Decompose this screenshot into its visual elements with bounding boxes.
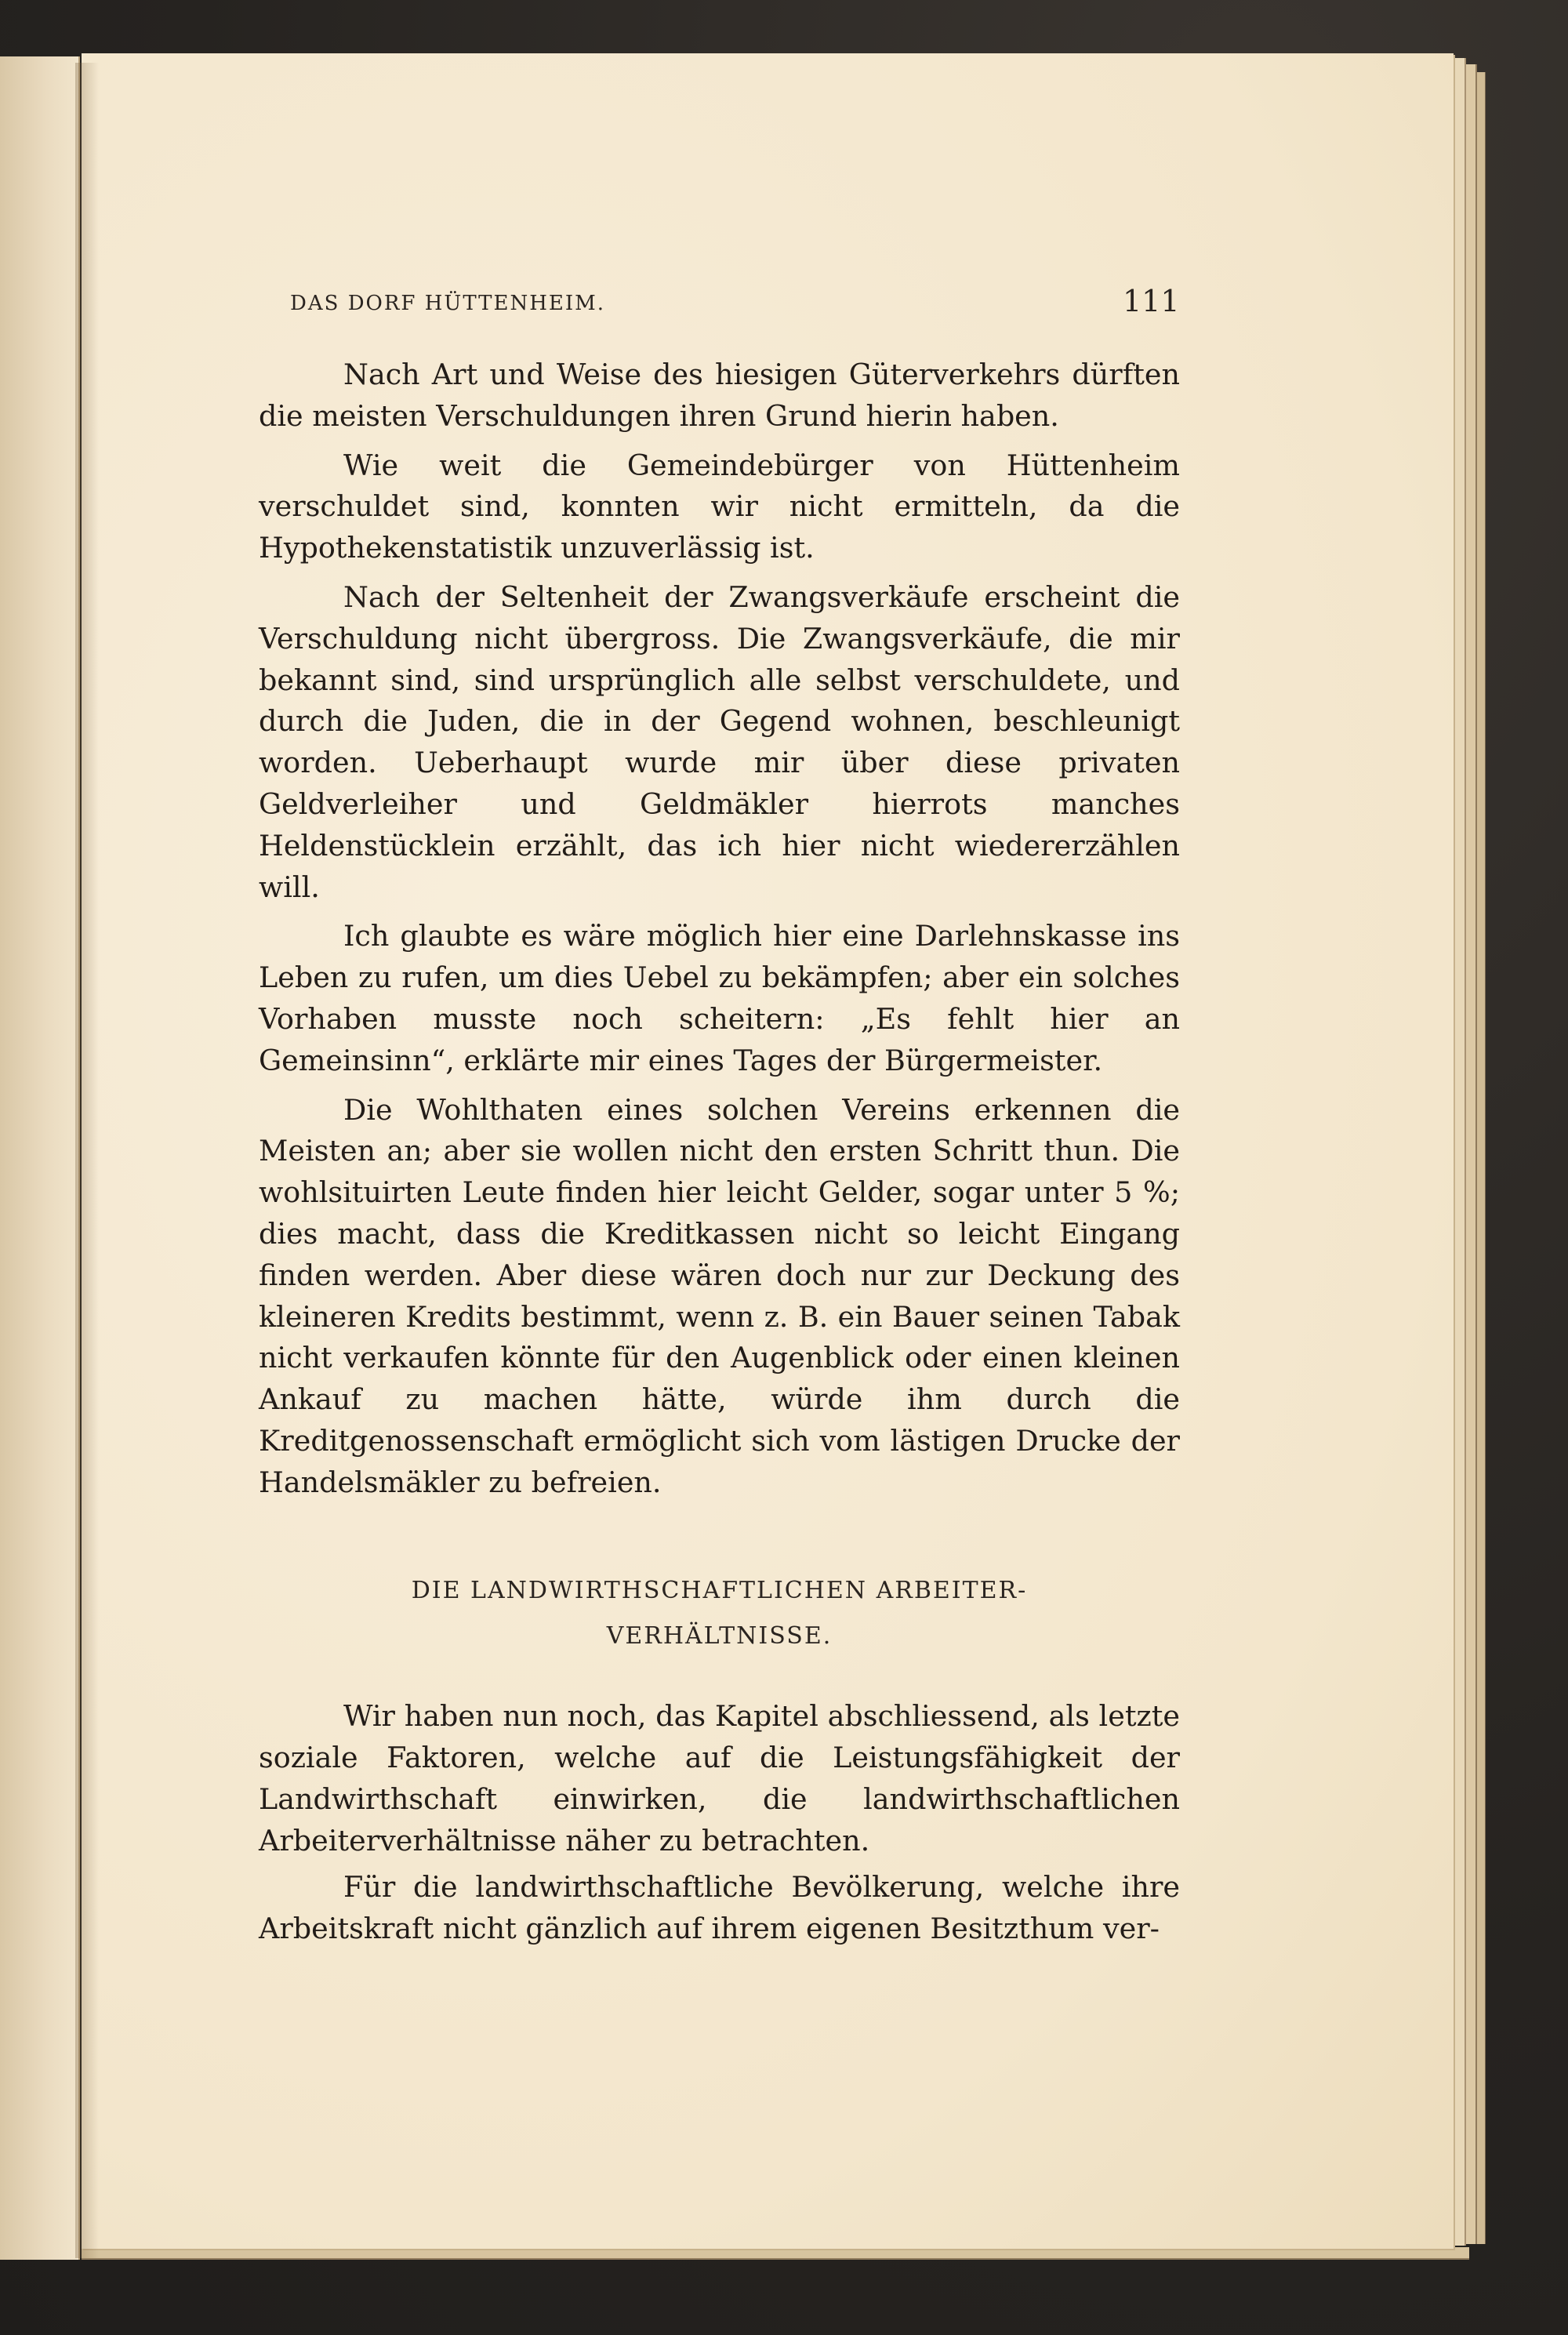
paragraph: Nach der Seltenheit der Zwangsverkäufe erscheint die Verschuldung nicht übergross. Die Zwangsverkäufe, die mir bekannt sind, sind ursprünglich alle selbst verschuldete, und durch die Juden, die in der Gegend wohnen, beschleunigt worden. Ueberhaupt wurde mir über diese privaten Geldverleiher und Geldmäkler hierrots manches Heldenstücklein erzählt, das ich hier nicht wiedererzählen will.: [259, 579, 1180, 904]
running-head: DAS DORF HÜTTENHEIM.: [290, 292, 606, 315]
section-text-block: [259, 1695, 1180, 1949]
paragraph: Ich glaubte es wäre möglich hier eine Darlehnskasse ins Leben zu rufen, um dies Uebel zu bekämpfen; aber ein solches Vorhaben musste noch scheitern: „Es fehlt hier an Gemeinsinn“, erklärte mir eines Tages der Bürgermeister.: [259, 919, 1180, 1077]
section-heading-line: VERHÄLTNISSE.: [606, 1622, 833, 1650]
page-bottom-edge: [82, 2247, 1469, 2260]
paragraph: Die Wohlthaten eines solchen Vereins erkennen die Meisten an; aber sie wollen nicht den ersten Schritt thun. Die wohlsituirten Leute finden hier leicht Gelder, sogar unter 5 %; dies macht, dass die Kreditkassen nicht so leicht Eingang finden werden. Aber diese wären doch nur zur Deckung des kleineren Kredits bestimmt, wenn z. B. ein Bauer seinen Tabak nicht verkaufen könnte für den Augenblick oder einen kleinen Ankauf zu machen hätte, würde ihm durch die Kreditgenossenschaft ermöglicht sich vom lästigen Drucke der Handelsmäkler zu befreien.: [259, 1092, 1180, 1499]
left-page-edge: [0, 56, 80, 2260]
paragraph: Wir haben nun noch, das Kapitel abschliessend, als letzte soziale Faktoren, welche auf die Leistungsfähigkeit der Landwirthschaft einwirken, die landwirthschaftlichen Arbeiterverhältnisse näher zu betrachten.: [259, 1699, 1180, 1857]
page-gutter-shadow: [75, 63, 99, 2258]
page-stack-edge: [1465, 64, 1477, 2244]
paragraph: Nach Art und Weise des hiesigen Güterverkehrs dürften die meisten Verschuldungen ihren Grund hierin haben.: [259, 358, 1180, 433]
section-heading-line: DIE LANDWIRTHSCHAFTLICHEN ARBEITER-: [411, 1577, 1028, 1604]
paragraph: Für die landwirthschaftliche Bevölkerung, welche ihre Arbeitskraft nicht gänzlich auf ihrem eigenen Besitzthum ver-: [259, 1870, 1180, 1945]
paragraph: Wie weit die Gemeindebürger von Hüttenheim verschuldet sind, konnten wir nicht ermitteln, da die Hypothekenstatistik unzuverlässig ist.: [259, 448, 1180, 565]
section-heading: [259, 1568, 1180, 1659]
main-text-block: [259, 354, 1180, 1504]
page-number: 111: [1123, 284, 1180, 318]
